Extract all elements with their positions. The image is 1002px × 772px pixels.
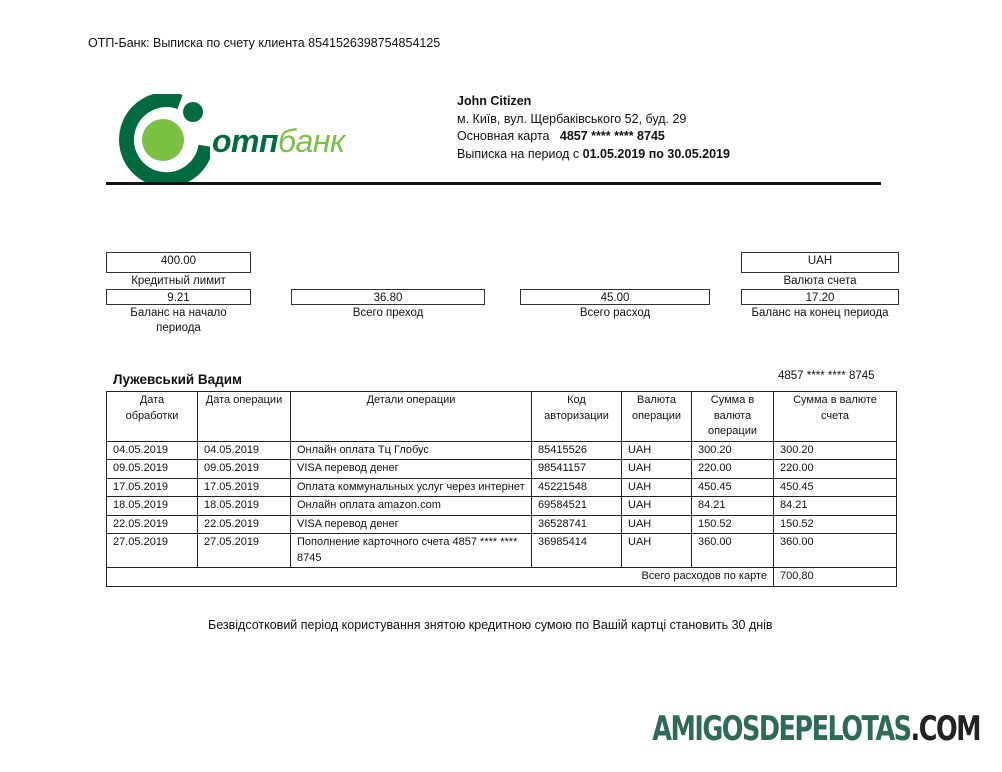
cell-amount-acc: 220.00: [774, 460, 897, 479]
cell-currency: UAH: [622, 534, 692, 568]
grace-period-note: Безвідсотковий період користування знятою кредитною сумою по Вашій картці становить 30 днів: [208, 618, 773, 632]
cell-auth: 98541157: [532, 460, 622, 479]
cell-currency: UAH: [622, 478, 692, 497]
col-operation-date: Дата операции: [198, 392, 291, 442]
cell-processed: 04.05.2019: [107, 441, 198, 460]
total-income-label: Всего преход: [352, 307, 424, 319]
cell-details: Пополнение карточного счета 4857 **** **** 8745: [291, 534, 532, 568]
table-row: [107, 497, 897, 516]
cell-processed: 17.05.2019: [107, 478, 198, 497]
cell-auth: 69584521: [532, 497, 622, 516]
otp-logo-icon: [118, 94, 210, 182]
card-number: 4857 **** **** 8745: [559, 129, 665, 143]
statement-period: [457, 146, 730, 164]
table-row: [107, 478, 897, 497]
opening-balance-value: 9.21: [106, 289, 251, 305]
table-row: [107, 534, 897, 568]
table-row: [107, 441, 897, 460]
col-details: Детали операции: [291, 392, 532, 442]
cell-amount-op: 300.20: [692, 441, 774, 460]
cell-details: Онлайн оплата Тц Глобус: [291, 441, 532, 460]
total-expense-label: Всего расход: [579, 307, 651, 319]
col-processed-date: Дата обработки: [107, 392, 198, 442]
header-divider: [106, 182, 881, 185]
col-amount-op: Сумма в валюта операции: [692, 392, 774, 442]
cell-amount-acc: 300.20: [774, 441, 897, 460]
cell-currency: UAH: [622, 460, 692, 479]
table-header-row: [107, 392, 897, 442]
cell-amount-op: 220.00: [692, 460, 774, 479]
cell-processed: 18.05.2019: [107, 497, 198, 516]
cell-date: 27.05.2019: [198, 534, 291, 568]
cell-amount-acc: 450.45: [774, 478, 897, 497]
transactions-table: [106, 391, 897, 587]
cell-details: VISA перевод денег: [291, 515, 532, 534]
brand-wordmark: [212, 125, 345, 157]
watermark-main: AMIGOSDEPELOTAS: [652, 709, 911, 749]
client-address: м. Київ, вул. Щербаківського 52, буд. 29: [457, 111, 687, 126]
cell-amount-acc: 360.00: [774, 534, 897, 568]
closing-balance-label: Баланс на конец периода: [751, 307, 889, 319]
col-amount-acc: Сумма в валюте счета: [774, 392, 897, 442]
table-row: [107, 460, 897, 479]
cell-date: 09.05.2019: [198, 460, 291, 479]
watermark-suffix: .COM: [910, 709, 980, 749]
currency-label: Валюта счета: [783, 275, 857, 287]
document-title: ОТП-Банк: Выписка по счету клиента 8541526398754854125: [88, 36, 441, 50]
table-total-row: [107, 568, 897, 587]
brand-part-otp: отп: [212, 123, 279, 159]
cell-amount-op: 150.52: [692, 515, 774, 534]
cell-details: Оплата коммунальных услуг через интернет: [291, 478, 532, 497]
cell-date: 22.05.2019: [198, 515, 291, 534]
cell-amount-acc: 84.21: [774, 497, 897, 516]
client-info: [457, 93, 730, 163]
cell-date: 04.05.2019: [198, 441, 291, 460]
cell-processed: 22.05.2019: [107, 515, 198, 534]
cell-currency: UAH: [622, 515, 692, 534]
cell-amount-acc: 150.52: [774, 515, 897, 534]
cell-currency: UAH: [622, 441, 692, 460]
total-value: 700,80: [774, 568, 897, 587]
watermark: [652, 709, 980, 749]
period-from: 01.05.2019: [582, 146, 646, 161]
cell-processed: 27.05.2019: [107, 534, 198, 568]
cell-amount-op: 84.21: [692, 497, 774, 516]
total-expense-value: 45.00: [520, 289, 710, 305]
cell-date: 17.05.2019: [198, 478, 291, 497]
col-auth-code: Код авторизации: [532, 392, 622, 442]
closing-balance-value: 17.20: [741, 289, 899, 305]
period-label: Выписка на период с: [457, 146, 580, 161]
cell-details: Онлайн оплата amazon.com: [291, 497, 532, 516]
total-income-value: 36.80: [291, 289, 485, 305]
col-op-currency: Валюта операции: [622, 392, 692, 442]
cell-amount-op: 360.00: [692, 534, 774, 568]
cell-currency: UAH: [622, 497, 692, 516]
currency-value: UAH: [741, 252, 899, 273]
cell-auth: 36985414: [532, 534, 622, 568]
period-sep: по: [648, 146, 664, 161]
client-name: John Citizen: [457, 94, 532, 108]
cell-auth: 85415526: [532, 441, 622, 460]
cell-amount-op: 450.45: [692, 478, 774, 497]
table-row: [107, 515, 897, 534]
credit-limit-label: Кредитный лимит: [131, 275, 226, 287]
cell-details: VISA перевод денег: [291, 460, 532, 479]
opening-balance-label: Баланс на начало периода: [130, 307, 227, 334]
brand-part-bank: банк: [278, 123, 345, 159]
statement-card-number: 4857 **** **** 8745: [778, 370, 875, 382]
cell-auth: 36528741: [532, 515, 622, 534]
period-to: 30.05.2019: [667, 146, 730, 161]
cell-processed: 09.05.2019: [107, 460, 198, 479]
credit-limit-value: 400.00: [106, 252, 251, 273]
cell-auth: 45221548: [532, 478, 622, 497]
card-label: Основная карта: [457, 129, 550, 143]
client-card: [457, 128, 730, 146]
total-label: Всего расходов по карте: [107, 568, 774, 587]
account-holder: Лужевський Вадим: [113, 372, 243, 387]
cell-date: 18.05.2019: [198, 497, 291, 516]
